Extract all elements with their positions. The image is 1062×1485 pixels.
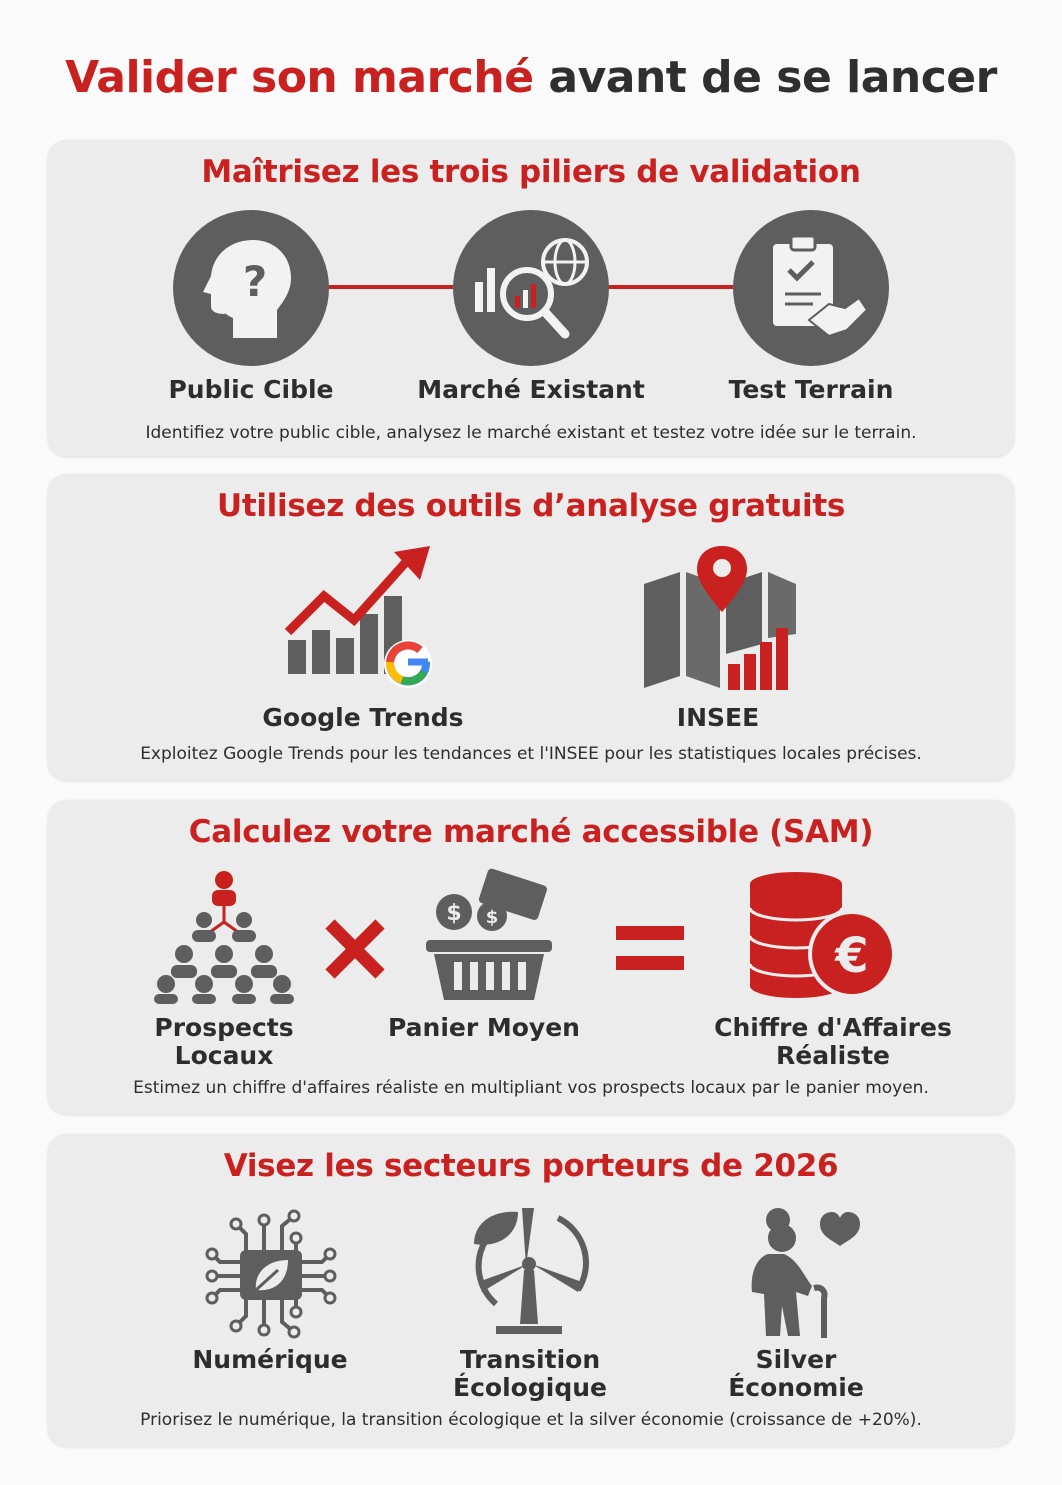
panel-pillars (48, 140, 1014, 456)
tool-label-google: Google Trends (262, 703, 464, 732)
sector-label-ecology (430, 1346, 630, 1402)
head-question-icon (173, 210, 329, 366)
label-line: Réaliste (775, 1041, 890, 1070)
section-title: Calculez votre marché accessible (SAM) (188, 814, 874, 850)
multiply-icon (322, 916, 388, 982)
svg-text:$: $ (485, 907, 499, 928)
section-title: Visez les secteurs porteurs de 2026 (223, 1148, 839, 1184)
sector-label-silver (696, 1346, 896, 1402)
sam-label-basket: Panier Moyen (388, 1013, 580, 1042)
section-title: Maîtrisez les trois piliers de validation (201, 154, 861, 190)
panel-tools (48, 474, 1014, 780)
clipboard-handshake-icon (733, 210, 889, 366)
label-line: Transition (459, 1345, 601, 1374)
panel-sectors (48, 1134, 1014, 1446)
page-title (0, 52, 1062, 103)
section-description: Priorisez le numérique, la transition écologique et la silver économie (croissance de +20%). (140, 1410, 922, 1430)
sector-label-digital: Numérique (192, 1345, 348, 1374)
map-pin-chart-icon (640, 554, 800, 694)
label-line: Prospects (154, 1013, 294, 1042)
svg-text:?: ? (242, 257, 268, 306)
tool-label-insee: INSEE (676, 703, 760, 732)
title-rest: avant de se lancer (548, 52, 997, 103)
label-line: Chiffre d'Affaires (714, 1013, 952, 1042)
elder-heart-icon (738, 1206, 868, 1342)
section-title: Utilisez des outils d’analyse gratuits (216, 488, 846, 524)
label-line: Économie (728, 1373, 864, 1402)
circuit-leaf-icon (206, 1210, 336, 1340)
title-highlight: Valider son marché (65, 52, 534, 103)
basket-money-icon (422, 870, 556, 1004)
label-line: Silver (755, 1345, 837, 1374)
sam-label-prospects (134, 1014, 314, 1070)
panel-sam (48, 800, 1014, 1114)
people-network-icon (152, 870, 296, 1004)
section-description: Exploitez Google Trends pour les tendances et l'INSEE pour les statistiques locales précises. (140, 744, 922, 764)
sam-label-revenue (688, 1014, 978, 1070)
coins-euro-icon (748, 870, 898, 1004)
pillar-label-market: Marché Existant (417, 375, 645, 404)
svg-text:€: € (835, 928, 869, 984)
svg-text:$: $ (446, 901, 462, 926)
pillar-label-test: Test Terrain (728, 375, 894, 404)
magnifier-chart-globe-icon (453, 210, 609, 366)
pillar-label-public: Public Cible (168, 375, 334, 404)
equals-icon (614, 924, 686, 974)
label-line: Écologique (453, 1373, 607, 1402)
section-description: Identifiez votre public cible, analysez le marché existant et testez votre idée sur le terrain. (145, 423, 917, 443)
trend-chart-google-icon (284, 544, 444, 694)
section-description: Estimez un chiffre d'affaires réaliste en multipliant vos prospects locaux par le panier moyen. (133, 1078, 929, 1098)
label-line: Locaux (174, 1041, 274, 1070)
wind-turbine-leaf-icon (466, 1200, 596, 1340)
